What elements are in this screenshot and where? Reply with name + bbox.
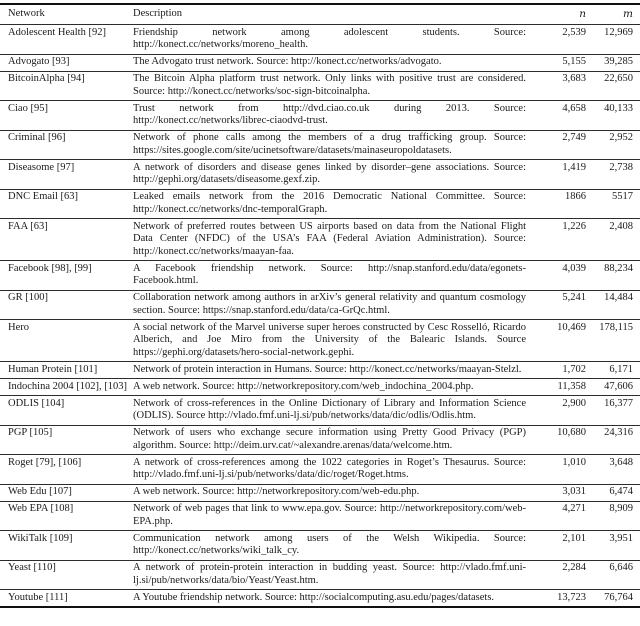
network-name: Human Protein [101]	[0, 362, 133, 379]
network-name: Web Edu [107]	[0, 484, 133, 501]
table-row	[0, 54, 640, 71]
network-description: A web network. Source: http://networkrepository.com/web-edu.php.	[133, 484, 540, 501]
network-n-value: 4,271	[540, 501, 586, 531]
network-n-value: 5,155	[540, 54, 586, 71]
column-header-n: n	[540, 4, 586, 25]
network-m-value: 6,646	[586, 560, 640, 590]
table-row	[0, 379, 640, 396]
network-description: A network of protein-protein interaction in budding yeast. Source: http://vlado.fmf.uni-lj.si/pub/networks/data/bio/Yeast/Yeast.htm.	[133, 560, 540, 590]
network-description: Trust network from http://dvd.ciao.co.uk during 2013. Source: http://konect.cc/networks/librec-ciaodvd-trust.	[133, 101, 540, 131]
network-n-value: 11,358	[540, 379, 586, 396]
table-row	[0, 320, 640, 362]
network-description: Network of users who exchange secure information using Pretty Good Privacy (PGP) algorithm. Source: http://deim.urv.cat/~alexandre.arenas/data/welcome.htm.	[133, 425, 540, 455]
network-n-value: 2,284	[540, 560, 586, 590]
network-name: DNC Email [63]	[0, 189, 133, 219]
network-name: Facebook [98], [99]	[0, 261, 133, 291]
table-row	[0, 71, 640, 101]
network-description: Network of preferred routes between US airports based on data from the National Flight Data Center (NFDC) of the USA’s FAA (Federal Aviation Administration). Source: http://konect.cc/networks/maayan-faa.	[133, 219, 540, 261]
network-m-value: 40,133	[586, 101, 640, 131]
network-n-value: 1,226	[540, 219, 586, 261]
network-m-value: 6,474	[586, 484, 640, 501]
table-body	[0, 25, 640, 608]
network-name: Yeast [110]	[0, 560, 133, 590]
network-m-value: 2,408	[586, 219, 640, 261]
network-description: Network of protein interaction in Humans. Source: http://konect.cc/networks/maayan-Stelzl.	[133, 362, 540, 379]
network-name: Hero	[0, 320, 133, 362]
network-description: Leaked emails network from the 2016 Democratic National Committee. Source: http://konect.cc/networks/dnc-temporalGraph.	[133, 189, 540, 219]
network-n-value: 13,723	[557, 591, 586, 603]
network-description: Network of phone calls among the members of a drug trafficking group. Source: https://sites.google.com/site/ucinetsoftware/datasets/mainaseuropoldatasets.	[133, 130, 540, 160]
network-m-value: 8,909	[586, 501, 640, 531]
network-description: The Bitcoin Alpha platform trust network. Only links with positive trust are considered. Source: http://konect.cc/networks/soc-sign-bitcoinalpha.	[133, 71, 540, 101]
network-n-value: 1866	[540, 189, 586, 219]
table-row	[0, 101, 640, 131]
network-description: Network of web pages that link to www.epa.gov. Source: http://networkrepository.com/web-EPA.php.	[133, 501, 540, 531]
network-name: Roget [79], [106]	[0, 455, 133, 485]
network-m-value: 2,738	[586, 160, 640, 190]
table-row	[0, 130, 640, 160]
network-n-value: 10,469	[540, 320, 586, 362]
datasets-table	[0, 3, 640, 608]
network-m-value: 88,234	[586, 261, 640, 291]
network-n-value: 3,031	[540, 484, 586, 501]
network-n-value: 1,419	[540, 160, 586, 190]
table-row	[0, 219, 640, 261]
network-name: Youtube [111]	[8, 591, 68, 603]
network-m-value: 12,969	[586, 25, 640, 55]
table-row	[0, 501, 640, 531]
network-description: A network of disorders and disease genes linked by disorder–gene associations. Source: http://gephi.org/datasets/diseasome.gexf.zip.	[133, 160, 540, 190]
network-description: A web network. Source: http://networkrepository.com/web_indochina_2004.php.	[133, 379, 540, 396]
network-m-value: 16,377	[586, 396, 640, 426]
network-n-value: 2,539	[540, 25, 586, 55]
network-n-value: 4,658	[540, 101, 586, 131]
table-row	[0, 189, 640, 219]
network-n-value: 2,749	[540, 130, 586, 160]
network-name: WikiTalk [109]	[0, 531, 133, 561]
table-header-row	[0, 4, 640, 25]
network-m-value: 178,115	[586, 320, 640, 362]
table-row	[0, 560, 640, 590]
network-description: A network of cross-references among the 1022 categories in Roget’s Thesaurus. Source: http://vlado.fmf.uni-lj.si/pub/networks/data/dic/roget/Roget.htms.	[133, 455, 540, 485]
table-row	[0, 261, 640, 291]
network-m-value: 2,952	[586, 130, 640, 160]
column-header-description: Description	[133, 4, 540, 25]
network-m-value: 22,650	[586, 71, 640, 101]
table-row	[0, 590, 640, 608]
network-description: A Facebook friendship network. Source: http://snap.stanford.edu/data/egonets-Facebook.html.	[133, 261, 540, 291]
network-name: PGP [105]	[0, 425, 133, 455]
network-n-value: 2,900	[540, 396, 586, 426]
network-name: FAA [63]	[0, 219, 133, 261]
network-description: A social network of the Marvel universe super heroes constructed by Cesc Rosselló, Ricardo Alberich, and Joe Miro from the University of the Balearic Islands. Source https://gephi.org/datasets/hero-social-network.gephi.	[133, 320, 540, 362]
network-n-value: 1,702	[540, 362, 586, 379]
network-name: BitcoinAlpha [94]	[0, 71, 133, 101]
table-row	[0, 160, 640, 190]
network-name: Criminal [96]	[0, 130, 133, 160]
network-name: Indochina 2004 [102], [103]	[0, 379, 133, 396]
table-row	[0, 455, 640, 485]
network-name: ODLIS [104]	[0, 396, 133, 426]
network-description: Friendship network among adolescent students. Source: http://konect.cc/networks/moreno_health.	[133, 25, 540, 55]
network-n-value: 2,101	[540, 531, 586, 561]
table-row	[0, 362, 640, 379]
column-header-m: m	[586, 4, 640, 25]
table-row	[0, 425, 640, 455]
network-n-value: 1,010	[540, 455, 586, 485]
network-name: Diseasome [97]	[0, 160, 133, 190]
table-row	[0, 25, 640, 55]
network-description: Communication network among users of the Welsh Wikipedia. Source: http://konect.cc/networks/wiki_talk_cy.	[133, 531, 540, 561]
table-row	[0, 484, 640, 501]
network-m-value: 24,316	[586, 425, 640, 455]
table-row	[0, 531, 640, 561]
network-m-value: 3,951	[586, 531, 640, 561]
network-description: Collaboration network among authors in arXiv’s general relativity and quantum cosmology section. Source: https://snap.stanford.edu/data/ca-GrQc.html.	[133, 290, 540, 320]
column-header-network: Network	[0, 4, 133, 25]
network-name: Ciao [95]	[0, 101, 133, 131]
network-m-value: 76,764	[604, 591, 633, 603]
network-name: Advogato [93]	[0, 54, 133, 71]
network-m-value: 39,285	[586, 54, 640, 71]
network-m-value: 47,606	[586, 379, 640, 396]
network-n-value: 3,683	[540, 71, 586, 101]
network-name: Adolescent Health [92]	[0, 25, 133, 55]
network-n-value: 5,241	[540, 290, 586, 320]
network-description: The Advogato trust network. Source: http://konect.cc/networks/advogato.	[133, 54, 540, 71]
network-name: Web EPA [108]	[0, 501, 133, 531]
network-name: GR [100]	[0, 290, 133, 320]
network-n-value: 4,039	[540, 261, 586, 291]
network-description: Network of cross-references in the Online Dictionary of Library and Information Science (ODLIS). Source http://vlado.fmf.uni-lj.si/pub/networks/data/dic/odlis/Odlis.htm.	[133, 396, 540, 426]
network-m-value: 5517	[586, 189, 640, 219]
network-m-value: 14,484	[586, 290, 640, 320]
network-m-value: 3,648	[586, 455, 640, 485]
network-description: A Youtube friendship network. Source: http://socialcomputing.asu.edu/pages/datasets.	[133, 591, 495, 603]
network-m-value: 6,171	[586, 362, 640, 379]
network-n-value: 10,680	[540, 425, 586, 455]
table-row	[0, 396, 640, 426]
table-row	[0, 290, 640, 320]
